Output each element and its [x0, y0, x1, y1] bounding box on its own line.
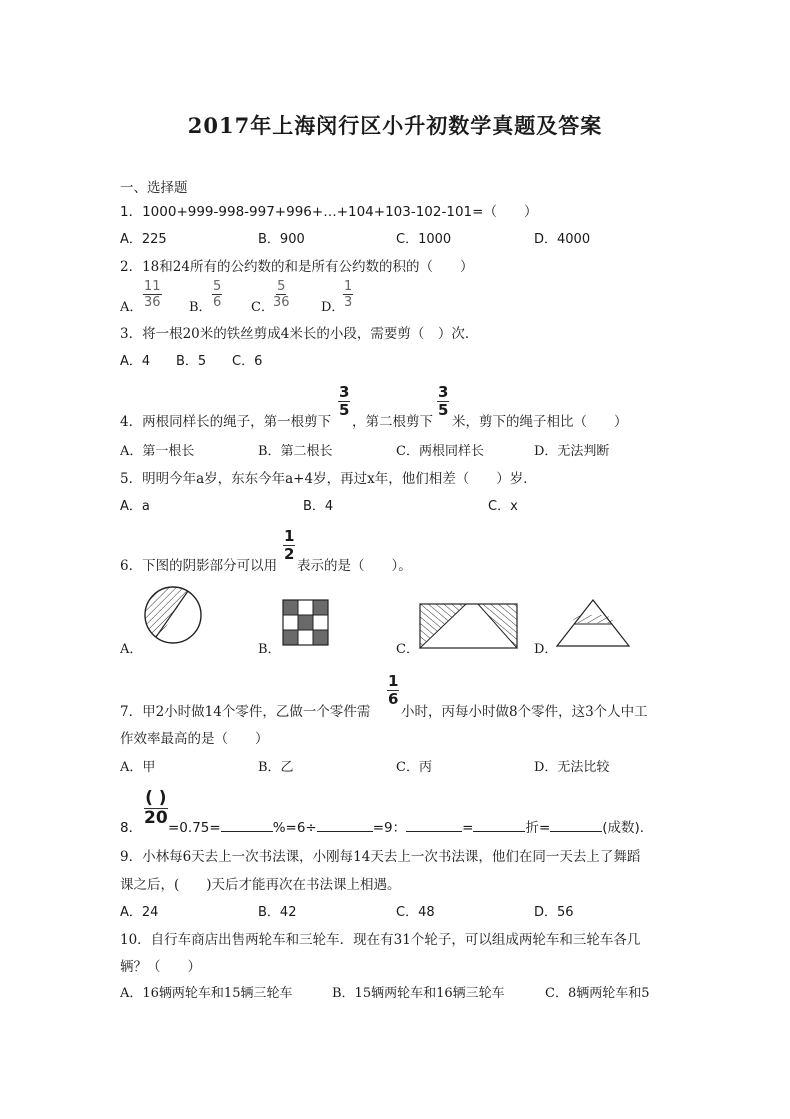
q4-fraction-2 [437, 385, 449, 418]
question-7-part1: 7．甲2小时做14个零件，乙做一个零件需 [120, 704, 371, 720]
q4-option-a[interactable]: A．第一根长 [120, 444, 195, 459]
q6-figure-c-rectangle [420, 604, 517, 648]
q8-fraction [144, 790, 168, 827]
q8-text-6: (成数). [602, 820, 645, 836]
fraction-numerator: 11 [144, 279, 161, 294]
fraction-denominator: 36 [273, 295, 290, 310]
q3-option-a[interactable]: A．4 [120, 354, 151, 369]
fraction-numerator: 1 [284, 527, 295, 545]
q1-option-c[interactable]: C．1000 [396, 232, 452, 247]
fraction-numerator: 5 [277, 279, 286, 294]
q10-option-c[interactable]: C．8辆两轮车和5 [545, 986, 650, 1001]
q8-blank-1[interactable] [221, 819, 273, 832]
q7-option-a[interactable]: A．甲 [120, 760, 156, 775]
fraction-numerator: 1 [388, 672, 399, 690]
question-4-part2: ，第二根剪下 [352, 414, 433, 430]
question-6-part1: 6．下图的阴影部分可以用 [120, 558, 278, 574]
question-1: 1．1000+999-998-997+996+…+104+103-102-101=（ ） [120, 204, 538, 220]
q6-fraction [283, 529, 295, 562]
q2-fraction-b [212, 280, 222, 309]
fraction-denominator: 6 [213, 295, 222, 310]
question-7-part2: 小时，丙每小时做8个零件，这3个人中工 [401, 704, 648, 720]
q8-text-4: = [462, 820, 474, 836]
question-7-line2: 作效率最高的是（ ） [120, 731, 269, 747]
fraction-numerator: 3 [438, 383, 449, 401]
fraction-denominator: 5 [339, 401, 350, 419]
q6-figure-a-circle [143, 585, 205, 647]
fraction-denominator: 5 [438, 401, 449, 419]
q2-fraction-c [273, 280, 290, 309]
q8-blank-4[interactable] [473, 819, 525, 832]
question-2: 2．18和24所有的公约数的和是所有公约数的积的（ ） [120, 259, 474, 275]
q5-option-a[interactable]: A．a [120, 499, 150, 514]
q7-option-c[interactable]: C．丙 [396, 760, 432, 775]
fraction-denominator: 2 [284, 545, 295, 563]
question-6-part2: 表示的是（ ）。 [297, 558, 412, 574]
fraction-numerator: ( ) [145, 788, 167, 808]
q4-option-b[interactable]: B．第二根长 [258, 444, 333, 459]
question-4-part1: 4．两根同样长的绳子，第一根剪下 [120, 414, 332, 430]
q8-blank-2[interactable] [317, 819, 373, 832]
q7-option-b[interactable]: B．乙 [258, 760, 294, 775]
question-10-line2: 辆？（ ） [120, 959, 201, 975]
q9-option-c[interactable]: C．48 [396, 905, 435, 920]
q6-option-d[interactable]: D． [534, 642, 558, 657]
q1-option-d[interactable]: D．4000 [534, 232, 591, 247]
question-5: 5．明明今年a岁，东东今年a+4岁，再过x年，他们相差（ ）岁． [120, 471, 537, 487]
q2-option-d[interactable]: D． [321, 300, 345, 315]
fraction-numerator: 1 [344, 279, 353, 294]
page-title: 2017年上海闵行区小升初数学真题及答案 [187, 113, 603, 138]
q9-option-d[interactable]: D．56 [534, 905, 574, 920]
fraction-denominator: 3 [344, 295, 353, 310]
q7-fraction [387, 674, 399, 707]
question-8-number: 8． [120, 820, 143, 836]
q6-option-b[interactable]: B． [258, 642, 281, 657]
q10-option-b[interactable]: B．15辆两轮车和16辆三轮车 [332, 986, 505, 1001]
q3-option-b[interactable]: B．5 [176, 354, 207, 369]
q8-blank-5[interactable] [550, 819, 602, 832]
q6-option-a[interactable]: A． [120, 642, 143, 657]
fraction-numerator: 3 [339, 383, 350, 401]
q5-option-b[interactable]: B．4 [303, 499, 334, 514]
section-heading: 一、选择题 [120, 180, 188, 196]
fraction-denominator: 20 [144, 808, 168, 828]
q4-option-d[interactable]: D．无法判断 [534, 444, 610, 459]
question-8-body [168, 816, 644, 836]
q8-text-5: 折= [525, 820, 551, 836]
q8-text-3: =9： [372, 820, 407, 836]
q9-option-a[interactable]: A．24 [120, 905, 159, 920]
question-10-line1: 10．自行车商店出售两轮车和三轮车．现在有31个轮子，可以组成两轮车和三轮车各几 [120, 932, 641, 948]
q8-text-2: %=6÷ [272, 820, 317, 836]
q4-option-c[interactable]: C．两根同样长 [396, 444, 484, 459]
q4-fraction-1 [338, 385, 350, 418]
q2-option-c[interactable]: C． [251, 300, 274, 315]
q2-option-a[interactable]: A． [120, 300, 143, 315]
fraction-numerator: 5 [213, 279, 222, 294]
question-4-part3: 米，剪下的绳子相比（ ） [452, 414, 628, 430]
question-3: 3．将一根20米的铁丝剪成4米长的小段，需要剪（ ）次． [120, 326, 479, 342]
q8-blank-3[interactable] [406, 819, 462, 832]
fraction-denominator: 6 [388, 690, 399, 708]
question-9-line1: 9．小林每6天去上一次书法课，小刚每14天去上一次书法课，他们在同一天去上了舞蹈 [120, 849, 641, 865]
fraction-denominator: 36 [144, 295, 161, 310]
q7-option-d[interactable]: D．无法比较 [534, 760, 610, 775]
q1-option-b[interactable]: B．900 [258, 232, 305, 247]
q6-figure-d-triangle [557, 600, 629, 646]
q2-fraction-d [343, 280, 353, 309]
q3-option-c[interactable]: C．6 [232, 354, 263, 369]
q2-option-b[interactable]: B． [189, 300, 212, 315]
q9-option-b[interactable]: B．42 [258, 905, 297, 920]
q5-option-c[interactable]: C．x [488, 499, 518, 514]
question-9-line2: 课之后，( )天后才能再次在书法课上相遇。 [120, 877, 401, 893]
q6-figure-b-grid [283, 600, 328, 645]
q10-option-a[interactable]: A．16辆两轮车和15辆三轮车 [120, 986, 293, 1001]
q2-fraction-a [143, 280, 162, 309]
q8-text-1: =0.75= [168, 820, 221, 836]
q6-option-c[interactable]: C． [396, 642, 419, 657]
q1-option-a[interactable]: A．225 [120, 232, 167, 247]
